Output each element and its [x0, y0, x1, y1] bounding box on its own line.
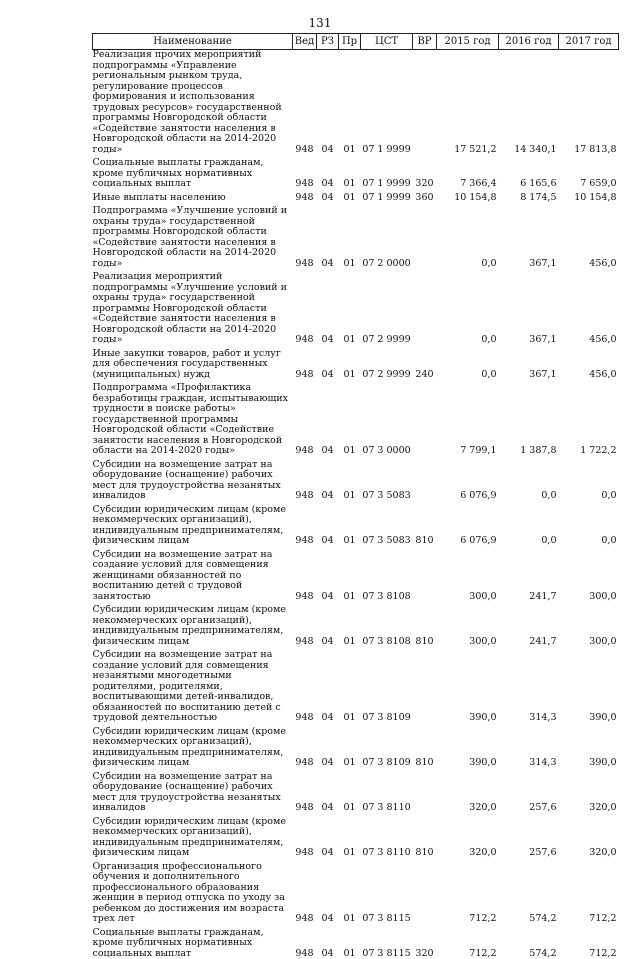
row-name: Иные выплаты населению	[93, 190, 293, 204]
table-row	[93, 724, 619, 769]
table-row	[93, 203, 619, 269]
row-2016: 257,6	[499, 814, 559, 859]
row-2016: 574,2	[499, 859, 559, 925]
row-pr: 01	[339, 647, 361, 724]
row-cst: 07 3 0000	[361, 380, 413, 457]
row-2016: 6 165,6	[499, 155, 559, 190]
row-2017: 300,0	[559, 602, 619, 647]
row-rz: 04	[317, 859, 339, 925]
row-cst: 07 3 8115	[361, 925, 413, 959]
table-row	[93, 346, 619, 381]
row-2017: 0,0	[559, 457, 619, 502]
row-rz: 04	[317, 769, 339, 814]
table-row	[93, 269, 619, 346]
row-ved: 948	[293, 50, 317, 156]
row-vr: 810	[413, 724, 437, 769]
row-cst: 07 3 5083	[361, 457, 413, 502]
header-rz: РЗ	[317, 34, 339, 50]
header-pr: Пр	[339, 34, 361, 50]
table-row	[93, 547, 619, 603]
row-vr: 810	[413, 814, 437, 859]
row-2015: 390,0	[437, 724, 499, 769]
row-2016: 14 340,1	[499, 50, 559, 156]
row-rz: 04	[317, 724, 339, 769]
row-2015: 6 076,9	[437, 457, 499, 502]
row-pr: 01	[339, 190, 361, 204]
row-name: Подпрограмма «Улучшение условий и охраны труда» государственной программы Новгородской области «Содействие занятости населения в Новгородской области на 2014-2020 годы»	[93, 203, 293, 269]
table-row	[93, 50, 619, 156]
row-name: Социальные выплаты гражданам, кроме публичных нормативных социальных выплат	[93, 155, 293, 190]
row-pr: 01	[339, 925, 361, 959]
header-2016: 2016 год	[499, 34, 559, 50]
row-2017: 456,0	[559, 346, 619, 381]
row-2016: 257,6	[499, 769, 559, 814]
row-ved: 948	[293, 502, 317, 547]
row-cst: 07 3 5083	[361, 502, 413, 547]
row-2016: 241,7	[499, 547, 559, 603]
row-name: Субсидии юридическим лицам (кроме некоммерческих организаций), индивидуальным предпринимателям, физическим лицам	[93, 724, 293, 769]
row-2017: 0,0	[559, 502, 619, 547]
row-pr: 01	[339, 547, 361, 603]
row-rz: 04	[317, 203, 339, 269]
row-rz: 04	[317, 502, 339, 547]
table-header-row	[93, 34, 619, 50]
row-name: Реализация мероприятий подпрограммы «Улучшение условий и охраны труда» государственной программы Новгородской области «Содействие занятости населения в Новгородской области на 2014-2020 годы»	[93, 269, 293, 346]
row-name: Социальные выплаты гражданам, кроме публичных нормативных социальных выплат	[93, 925, 293, 959]
row-2015: 712,2	[437, 859, 499, 925]
row-2016: 0,0	[499, 457, 559, 502]
table-row	[93, 647, 619, 724]
row-pr: 01	[339, 155, 361, 190]
row-ved: 948	[293, 814, 317, 859]
table-row	[93, 769, 619, 814]
row-vr	[413, 769, 437, 814]
header-cst: ЦСТ	[361, 34, 413, 50]
row-name: Иные закупки товаров, работ и услуг для обеспечения государственных (муниципальных) нужд	[93, 346, 293, 381]
header-ved: Вед	[293, 34, 317, 50]
table-row	[93, 380, 619, 457]
row-2017: 390,0	[559, 724, 619, 769]
row-rz: 04	[317, 190, 339, 204]
row-cst: 07 3 8110	[361, 814, 413, 859]
row-2016: 367,1	[499, 269, 559, 346]
row-rz: 04	[317, 647, 339, 724]
table-row	[93, 814, 619, 859]
row-ved: 948	[293, 457, 317, 502]
row-2015: 0,0	[437, 346, 499, 381]
row-vr: 360	[413, 190, 437, 204]
row-cst: 07 2 0000	[361, 203, 413, 269]
row-cst: 07 2 9999	[361, 269, 413, 346]
row-2017: 712,2	[559, 925, 619, 959]
row-ved: 948	[293, 647, 317, 724]
row-2015: 0,0	[437, 203, 499, 269]
row-2017: 712,2	[559, 859, 619, 925]
row-ved: 948	[293, 724, 317, 769]
row-ved: 948	[293, 380, 317, 457]
row-rz: 04	[317, 269, 339, 346]
row-2017: 1 722,2	[559, 380, 619, 457]
table-row	[93, 925, 619, 959]
row-rz: 04	[317, 346, 339, 381]
row-vr	[413, 203, 437, 269]
row-2017: 320,0	[559, 814, 619, 859]
row-cst: 07 3 8108	[361, 547, 413, 603]
row-pr: 01	[339, 769, 361, 814]
page-number: 131	[0, 16, 640, 30]
row-2016: 0,0	[499, 502, 559, 547]
row-vr	[413, 380, 437, 457]
header-vr: ВР	[413, 34, 437, 50]
row-cst: 07 1 9999	[361, 50, 413, 156]
row-pr: 01	[339, 602, 361, 647]
row-rz: 04	[317, 457, 339, 502]
row-cst: 07 3 8108	[361, 602, 413, 647]
row-name: Субсидии на возмещение затрат на создание условий для совмещения женщинами обязанностей по воспитанию детей с трудовой занятостью	[93, 547, 293, 603]
row-2017: 456,0	[559, 269, 619, 346]
row-rz: 04	[317, 50, 339, 156]
table-row	[93, 502, 619, 547]
row-rz: 04	[317, 602, 339, 647]
row-pr: 01	[339, 269, 361, 346]
row-2017: 10 154,8	[559, 190, 619, 204]
row-cst: 07 2 9999	[361, 346, 413, 381]
table-row	[93, 457, 619, 502]
row-2017: 300,0	[559, 547, 619, 603]
row-vr	[413, 269, 437, 346]
row-ved: 948	[293, 602, 317, 647]
row-2016: 1 387,8	[499, 380, 559, 457]
table-row	[93, 859, 619, 925]
row-vr	[413, 647, 437, 724]
row-2016: 367,1	[499, 346, 559, 381]
row-2015: 0,0	[437, 269, 499, 346]
row-cst: 07 1 9999	[361, 155, 413, 190]
row-pr: 01	[339, 502, 361, 547]
row-2015: 300,0	[437, 547, 499, 603]
row-rz: 04	[317, 814, 339, 859]
row-vr: 320	[413, 925, 437, 959]
row-ved: 948	[293, 346, 317, 381]
row-2015: 6 076,9	[437, 502, 499, 547]
row-name: Субсидии на возмещение затрат на оборудование (оснащение) рабочих мест для трудоустройства незанятых инвалидов	[93, 457, 293, 502]
row-2016: 367,1	[499, 203, 559, 269]
row-ved: 948	[293, 269, 317, 346]
row-2015: 7 799,1	[437, 380, 499, 457]
row-pr: 01	[339, 457, 361, 502]
row-rz: 04	[317, 155, 339, 190]
header-name: Наименование	[93, 34, 293, 50]
row-2015: 712,2	[437, 925, 499, 959]
row-cst: 07 3 8115	[361, 859, 413, 925]
row-pr: 01	[339, 859, 361, 925]
row-ved: 948	[293, 203, 317, 269]
row-pr: 01	[339, 203, 361, 269]
row-vr: 810	[413, 502, 437, 547]
row-2015: 320,0	[437, 814, 499, 859]
row-2017: 7 659,0	[559, 155, 619, 190]
row-name: Субсидии на возмещение затрат на оборудование (оснащение) рабочих мест для трудоустройства незанятых инвалидов	[93, 769, 293, 814]
row-2015: 320,0	[437, 769, 499, 814]
row-pr: 01	[339, 346, 361, 381]
row-cst: 07 3 8109	[361, 724, 413, 769]
row-2016: 314,3	[499, 647, 559, 724]
row-name: Подпрограмма «Профилактика безработицы граждан, испытывающих трудности в поиске работы» государственной программы Новгородской области «Содействие занятости населения в Новгородской области на 2014-2020 годы»	[93, 380, 293, 457]
row-rz: 04	[317, 547, 339, 603]
row-pr: 01	[339, 50, 361, 156]
row-vr	[413, 547, 437, 603]
row-vr	[413, 859, 437, 925]
row-2016: 8 174,5	[499, 190, 559, 204]
row-2015: 300,0	[437, 602, 499, 647]
row-2017: 456,0	[559, 203, 619, 269]
row-pr: 01	[339, 724, 361, 769]
header-2017: 2017 год	[559, 34, 619, 50]
row-2015: 10 154,8	[437, 190, 499, 204]
table-row	[93, 190, 619, 204]
row-ved: 948	[293, 547, 317, 603]
row-name: Субсидии на возмещение затрат на создание условий для совмещения незанятыми многодетными родителями, родителями, воспитывающими детей-инвалидов, обязанностей по воспитанию детей с трудовой деятельностью	[93, 647, 293, 724]
row-cst: 07 3 8110	[361, 769, 413, 814]
row-cst: 07 3 8109	[361, 647, 413, 724]
row-2016: 314,3	[499, 724, 559, 769]
row-2016: 241,7	[499, 602, 559, 647]
header-2015: 2015 год	[437, 34, 499, 50]
row-vr: 320	[413, 155, 437, 190]
row-ved: 948	[293, 925, 317, 959]
row-2017: 17 813,8	[559, 50, 619, 156]
row-ved: 948	[293, 769, 317, 814]
row-name: Субсидии юридическим лицам (кроме некоммерческих организаций), индивидуальным предпринимателям, физическим лицам	[93, 602, 293, 647]
row-vr	[413, 50, 437, 156]
row-2017: 320,0	[559, 769, 619, 814]
row-pr: 01	[339, 814, 361, 859]
row-name: Субсидии юридическим лицам (кроме некоммерческих организаций), индивидуальным предпринимателям, физическим лицам	[93, 502, 293, 547]
row-name: Реализация прочих мероприятий подпрограммы «Управление региональным рынком труда, регулирование процессов формирования и использования трудовых ресурсов» государственной программы Новгородской области «Содействие занятости населения в Новгородской области на 2014-2020 годы»	[93, 50, 293, 156]
row-cst: 07 1 9999	[361, 190, 413, 204]
row-2015: 7 366,4	[437, 155, 499, 190]
row-rz: 04	[317, 380, 339, 457]
row-2016: 574,2	[499, 925, 559, 959]
table-row	[93, 602, 619, 647]
table-row	[93, 155, 619, 190]
row-ved: 948	[293, 859, 317, 925]
row-name: Субсидии юридическим лицам (кроме некоммерческих организаций), индивидуальным предпринимателям, физическим лицам	[93, 814, 293, 859]
row-pr: 01	[339, 380, 361, 457]
row-name: Организация профессионального обучения и дополнительного профессионального образования женщин в период отпуска по уходу за ребенком до достижения им возраста трех лет	[93, 859, 293, 925]
row-2015: 390,0	[437, 647, 499, 724]
budget-table	[92, 33, 619, 959]
row-vr: 810	[413, 602, 437, 647]
row-2015: 17 521,2	[437, 50, 499, 156]
row-2017: 390,0	[559, 647, 619, 724]
row-vr: 240	[413, 346, 437, 381]
row-vr	[413, 457, 437, 502]
row-ved: 948	[293, 155, 317, 190]
row-ved: 948	[293, 190, 317, 204]
row-rz: 04	[317, 925, 339, 959]
